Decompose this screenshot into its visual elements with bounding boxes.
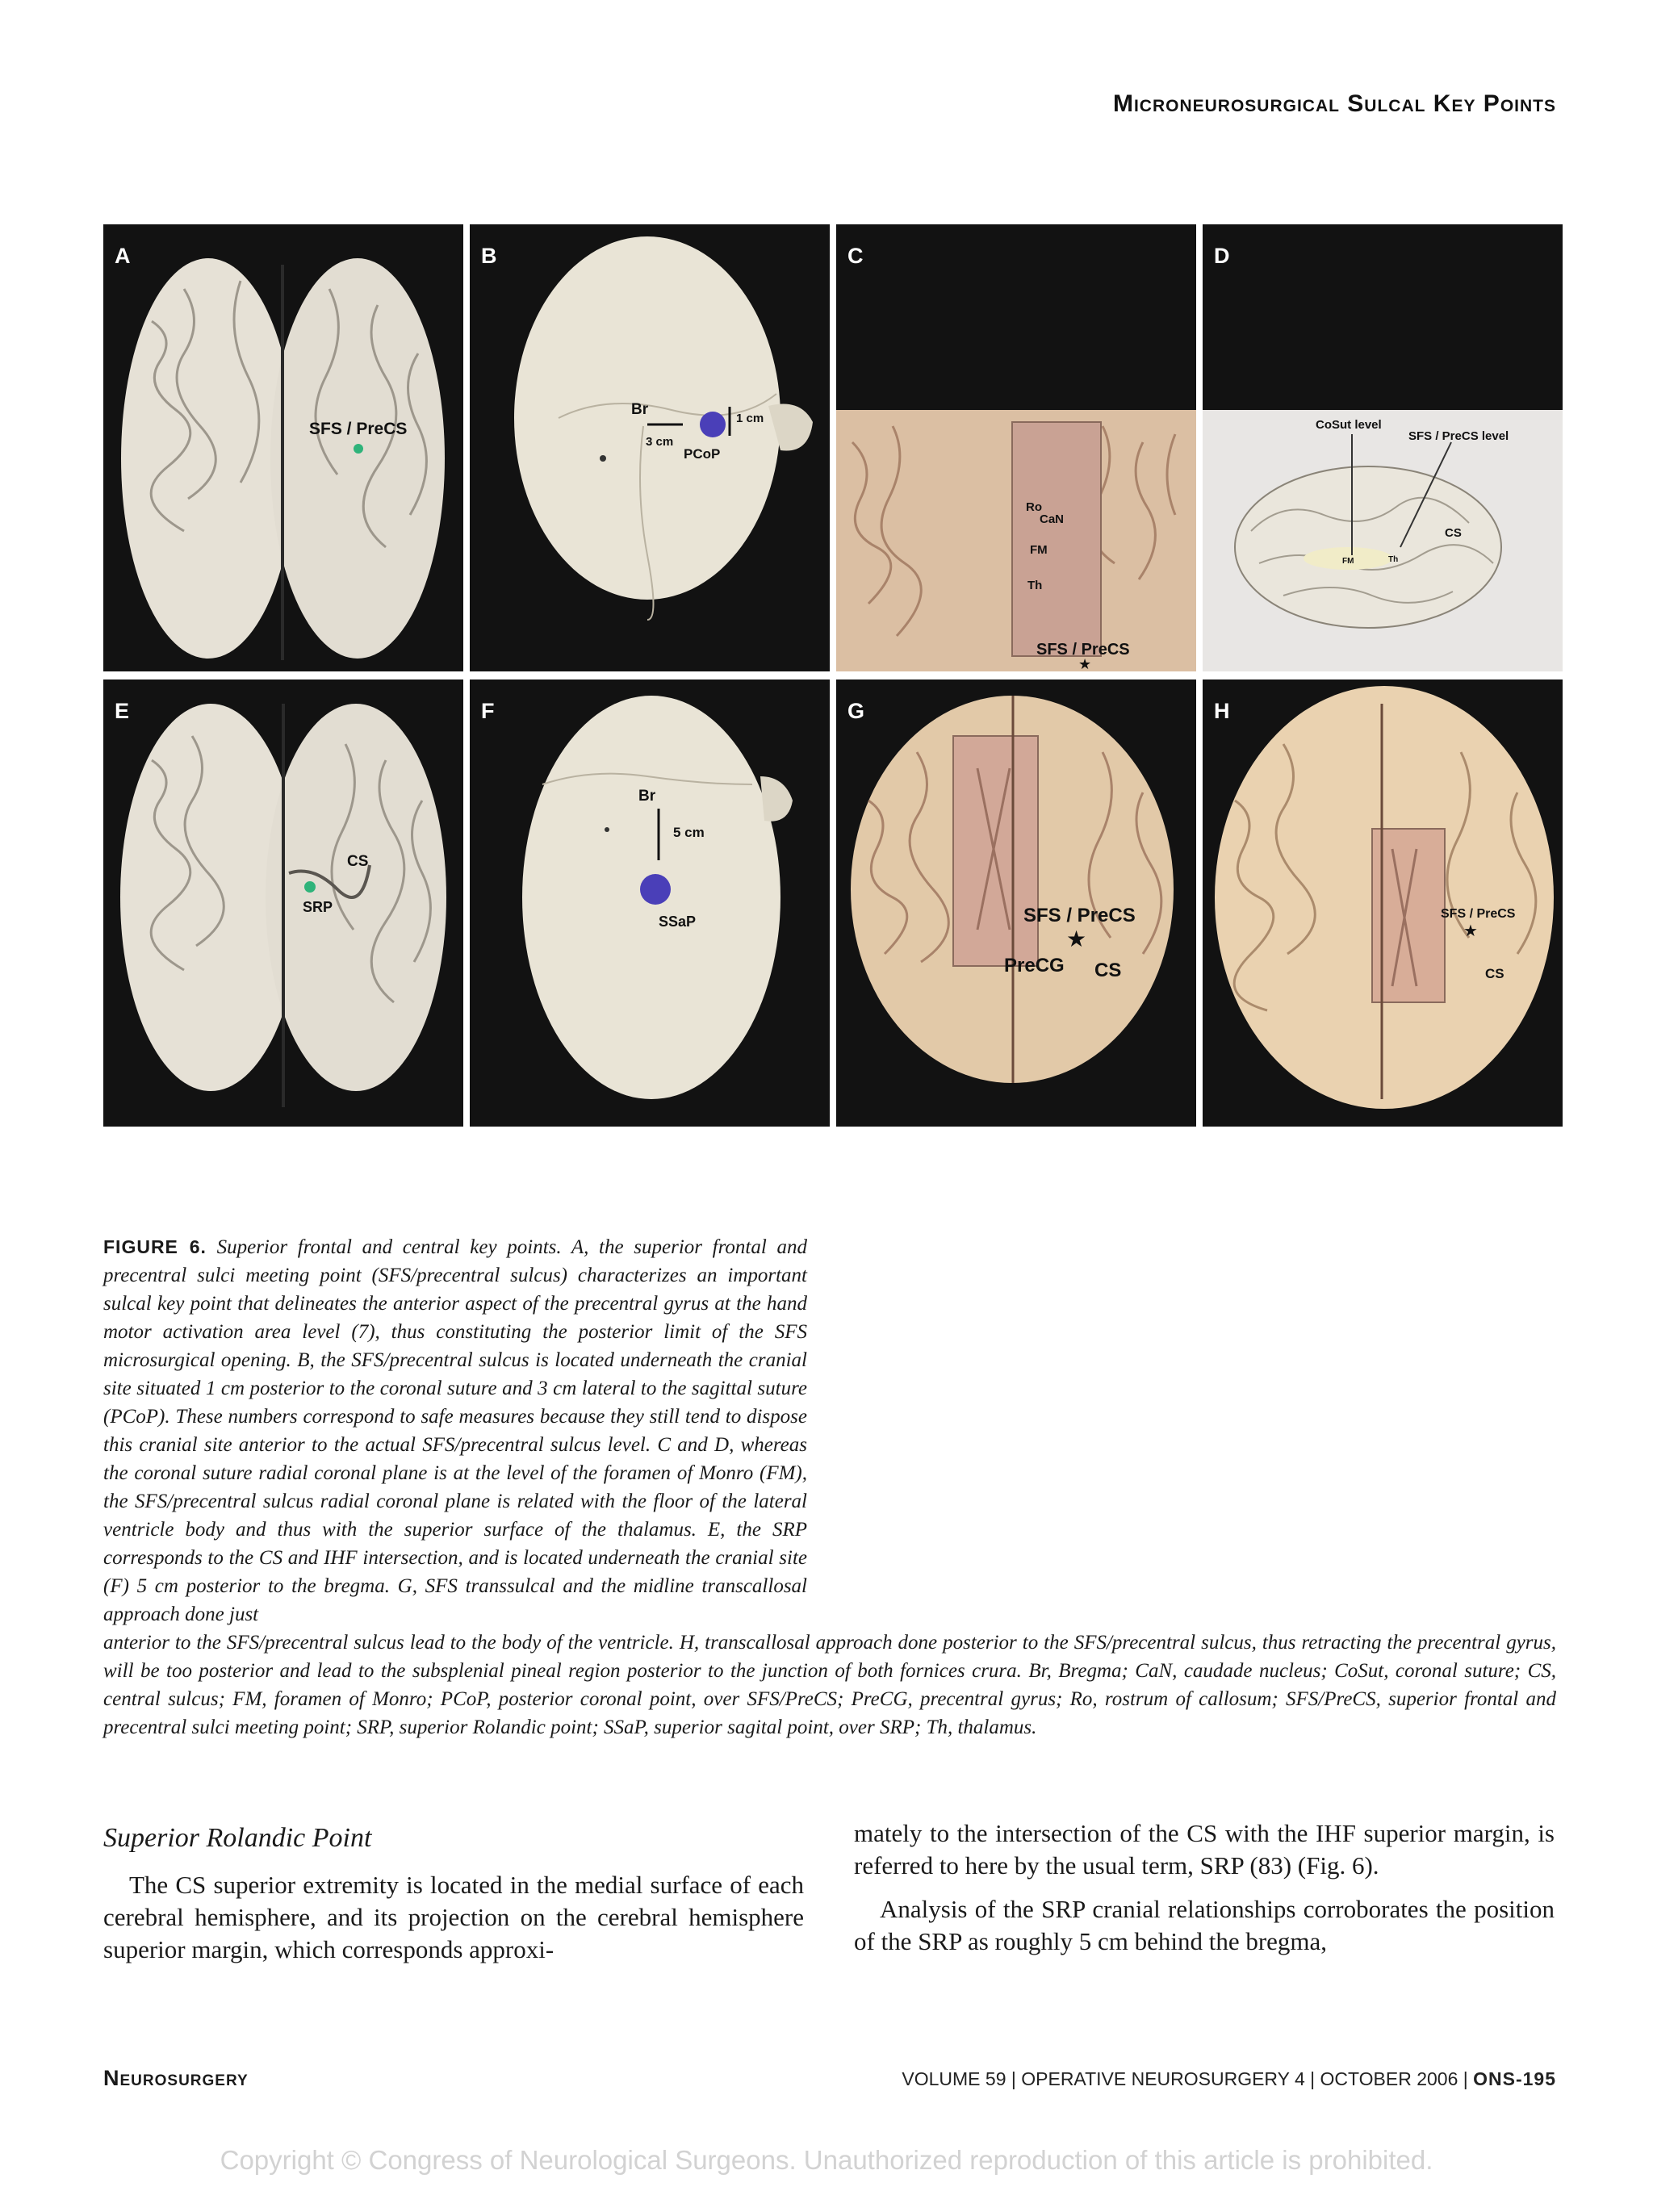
svg-text:SFS / PreCS: SFS / PreCS xyxy=(1036,641,1130,659)
svg-text:CaN: CaN xyxy=(1040,512,1065,526)
caption-label: FIGURE 6. xyxy=(103,1236,207,1257)
paragraph: The CS superior extremity is located in the medial surface of each cerebral hemisphere, and its projection on the cerebral hemisphere superior margin, which corresponds approxi- xyxy=(103,1871,804,1963)
figure-caption xyxy=(103,1233,1556,1742)
svg-text:CoSut level: CoSut level xyxy=(1316,418,1382,432)
page-number: ONS-195 xyxy=(1473,2068,1556,2089)
panel-b xyxy=(470,224,830,671)
body-column-left xyxy=(103,1813,804,1966)
pcop-marker xyxy=(700,412,726,437)
svg-text:SFS / PreCS: SFS / PreCS xyxy=(1023,905,1136,926)
svg-text:PreCG: PreCG xyxy=(1004,955,1065,976)
svg-text:1 cm: 1 cm xyxy=(736,412,764,425)
svg-text:Br: Br xyxy=(638,788,656,805)
panel-h xyxy=(1203,679,1563,1127)
caption-text-wide: anterior to the SFS/precentral sulcus lead to the body of the ventricle. H, transcallosal approach done posterior to the SFS/precentral sulcus, thus retracting the precentral gyrus, will be too posterior and lead to the subsplenial pineal region posterior to the junction of both fornices crura. Br, Bregma; CaN, caudade nucleus; CoSut, coronal suture; CS, central sulcus; FM, foramen of Monro; PCoP, posterior coronal point, over SFS/PreCS; PreCG, precentral gyrus; Ro, rostrum of callosum; SFS/PreCS, superior frontal and precentral sulci meeting point; SRP, superior Rolandic point; SSaP, superior sagital point, over SRP; Th, thalamus. xyxy=(103,1632,1556,1738)
panel-letter: D xyxy=(1214,244,1230,268)
panel-f xyxy=(470,679,830,1127)
svg-text:FM: FM xyxy=(1030,543,1048,557)
svg-text:3 cm: 3 cm xyxy=(646,435,674,449)
svg-text:Th: Th xyxy=(1027,579,1043,592)
svg-text:★: ★ xyxy=(1078,656,1092,671)
panel-letter: B xyxy=(481,244,497,268)
panel-letter: A xyxy=(115,244,131,268)
paragraph: mately to the intersection of the CS with the IHF superior margin, is referred to here by the usual term, SRP (83) (Fig. 6). xyxy=(854,1819,1555,1880)
copyright-watermark: Copyright © Congress of Neurological Surgeons. Unauthorized reproduction of this article is prohibited. xyxy=(220,2145,1433,2175)
caption-text-narrow: Superior frontal and central key points. A, the superior frontal and precentral sulci meeting point (SFS/precentral sulcus) characterizes an important sulcal key point that delineates the anterior aspect of the precentral gyrus at the hand motor activation area level (7), thus constituting the posterior limit of the SFS microsurgical opening. B, the SFS/precentral sulcus is located underneath the cranial site situated 1 cm posterior to the coronal suture and 3 cm lateral to the sagittal suture (PCoP). These numbers correspond to safe measures because they still tend to dispose this cranial site anterior to the actual SFS/precentral sulcus level. C and D, whereas the coronal suture radial coronal plane is at the level of the foramen of Monro (FM), the SFS/precentral sulcus radial coronal plane is related with the floor of the lateral ventricle body and thus with the superior surface of the thalamus. E, the SRP corresponds to the CS and IHF intersection, and is located underneath the cranial site (F) 5 cm posterior to the bregma. G, SFS transsulcal and the midline transcallosal approach done just xyxy=(103,1236,808,1625)
label-sfs-precs: SFS / PreCS xyxy=(309,420,408,438)
svg-text:CS: CS xyxy=(1094,960,1122,981)
svg-text:Br: Br xyxy=(631,401,649,418)
ssap-marker xyxy=(640,874,671,905)
panel-letter: H xyxy=(1214,699,1230,723)
caption-wide xyxy=(103,1629,1556,1742)
panel-g xyxy=(836,679,1196,1127)
svg-text:Th: Th xyxy=(1388,555,1399,564)
figure-6 xyxy=(103,224,1563,1127)
srp-marker xyxy=(304,881,316,893)
svg-text:★: ★ xyxy=(1463,922,1478,940)
body-column-right xyxy=(854,1817,1555,1958)
panel-letter: G xyxy=(847,699,865,723)
svg-text:CS: CS xyxy=(347,853,369,870)
panel-letter: C xyxy=(847,244,864,268)
sfs-precs-marker xyxy=(354,444,363,454)
panel-c xyxy=(836,224,1196,671)
panel-d xyxy=(1203,224,1563,671)
paragraph: Analysis of the SRP cranial relationships corroborates the position of the SRP as roughly 5 cm behind the bregma, xyxy=(854,1895,1555,1955)
panel-e xyxy=(103,679,463,1127)
svg-text:SFS / PreCS: SFS / PreCS xyxy=(1441,907,1516,921)
svg-text:FM: FM xyxy=(1342,557,1354,566)
panel-a xyxy=(103,224,463,671)
svg-text:SRP: SRP xyxy=(303,899,333,915)
svg-text:CS: CS xyxy=(1485,966,1504,981)
running-header: Microneurosurgical Sulcal Key Points xyxy=(1112,90,1556,117)
journal-name: Neurosurgery xyxy=(103,2066,249,2090)
svg-text:SFS / PreCS level: SFS / PreCS level xyxy=(1408,429,1509,443)
svg-text:★: ★ xyxy=(1066,927,1087,952)
volume-info: VOLUME 59 | OPERATIVE NEUROSURGERY 4 | OCTOBER 2006 | xyxy=(902,2068,1468,2089)
panel-letter: E xyxy=(115,699,130,723)
caption-narrow xyxy=(103,1233,807,1629)
svg-text:CS: CS xyxy=(1445,526,1462,540)
panel-letter: F xyxy=(481,699,495,723)
svg-text:PCoP: PCoP xyxy=(684,446,721,462)
svg-text:Ro: Ro xyxy=(1026,500,1042,514)
svg-text:SSaP: SSaP xyxy=(659,914,697,930)
svg-text:5 cm: 5 cm xyxy=(673,825,705,840)
section-heading: Superior Rolandic Point xyxy=(103,1823,372,1853)
footer-volume xyxy=(902,2068,1556,2090)
